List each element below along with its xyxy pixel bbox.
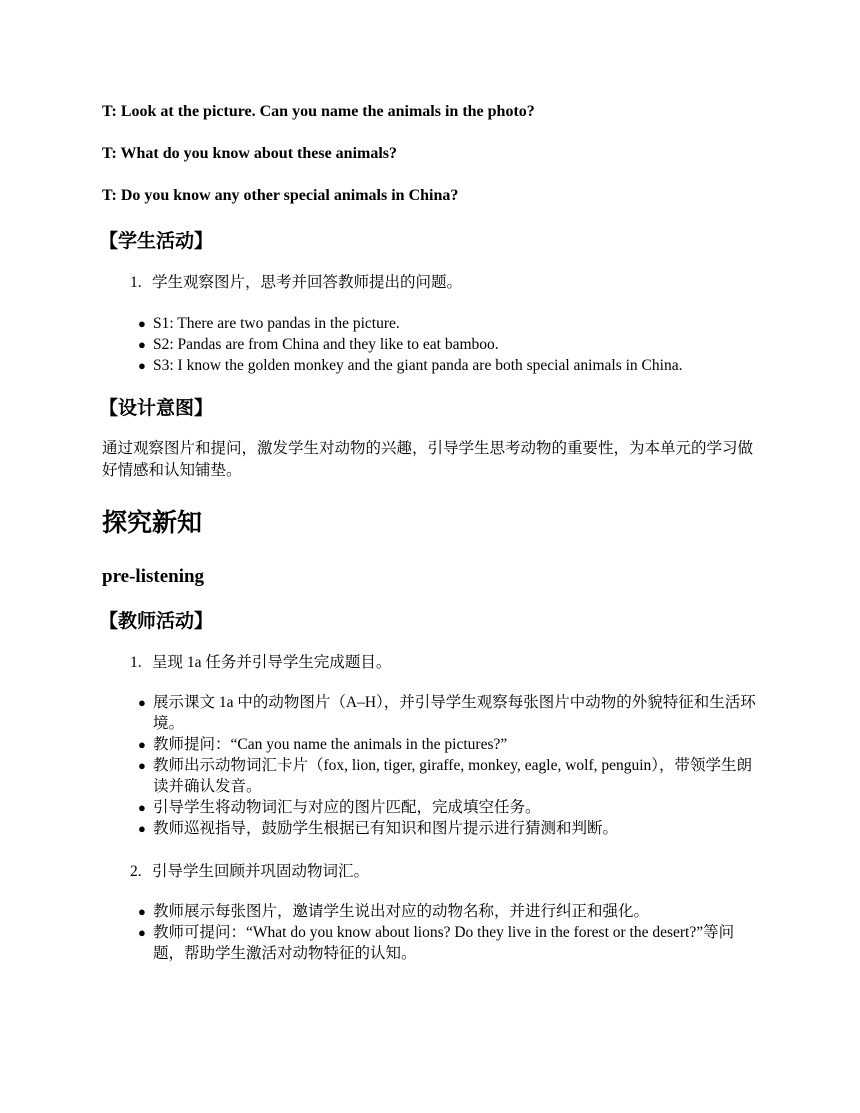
section-title: 探究新知 — [102, 508, 203, 537]
design-intent-paragraph: 通过观察图片和提问，激发学生对动物的兴趣，引导学生思考动物的重要性，为本单元的学习做好情感和认知铺垫。 — [102, 440, 754, 479]
list-item-text: 引导学生将动物词汇与对应的图片匹配，完成填空任务。 — [153, 799, 541, 816]
list-item-text: 学生观察图片，思考并回答教师提出的问题。 — [152, 274, 463, 291]
list-item — [138, 734, 763, 755]
bullet-icon: ● — [138, 800, 146, 815]
bullet-icon: ● — [138, 821, 146, 836]
list-item-text: S1: There are two pandas in the picture. — [153, 315, 400, 332]
teacher-activity-item-2 — [130, 862, 369, 882]
list-item — [138, 797, 763, 818]
list-item-text: S2: Pandas are from China and they like to eat bamboo. — [153, 336, 499, 353]
list-item — [138, 818, 763, 839]
list-number: 1. — [130, 274, 142, 291]
list-item-text: S3: I know the golden monkey and the giant panda are both special animals in China. — [153, 357, 683, 374]
list-item-text: 教师可提问：“What do you know about lions? Do they live in the forest or the desert?”等问题，帮助学生激活对动物特征的认知。 — [153, 924, 735, 962]
list-item-text: 教师提问：“Can you name the animals in the pictures?” — [153, 736, 508, 753]
bullet-icon: ● — [138, 758, 146, 773]
design-intent-heading: 【设计意图】 — [99, 397, 214, 419]
bullet-icon: ● — [138, 695, 146, 710]
list-item-text: 教师巡视指导，鼓励学生根据已有知识和图片提示进行猜测和判断。 — [153, 820, 619, 837]
list-item — [138, 692, 763, 734]
list-number: 2. — [130, 863, 142, 880]
student-activity-item-1 — [130, 273, 462, 293]
bullet-icon: ● — [138, 337, 146, 352]
list-item-text: 教师出示动物词汇卡片（fox, lion, tiger, giraffe, monkey, eagle, wolf, penguin），带领学生朗读并确认发音。 — [153, 757, 753, 795]
list-item-text: 展示课文 1a 中的动物图片（A–H），并引导学生观察每张图片中动物的外貌特征和生活环境。 — [153, 694, 756, 732]
list-item-text: 教师展示每张图片，邀请学生说出对应的动物名称，并进行纠正和强化。 — [153, 903, 650, 920]
list-item — [138, 755, 763, 797]
bullet-icon: ● — [138, 737, 146, 752]
teacher-question-1: T: Look at the picture. Can you name the animals in the photo? — [102, 103, 535, 120]
teacher-activity-item-1 — [130, 653, 391, 673]
list-item — [138, 901, 763, 922]
teacher-steps-list-2 — [138, 901, 763, 964]
list-item — [138, 355, 778, 376]
teacher-question-2: T: What do you know about these animals? — [102, 145, 398, 162]
list-item-text: 呈现 1a 任务并引导学生完成题目。 — [152, 654, 392, 671]
bullet-icon: ● — [138, 904, 146, 919]
subsection-title: pre-listening — [102, 566, 205, 587]
bullet-icon: ● — [138, 316, 146, 331]
bullet-icon: ● — [138, 358, 146, 373]
list-number: 1. — [130, 654, 142, 671]
student-answers-list — [138, 313, 778, 376]
list-item — [138, 922, 763, 964]
teacher-question-3: T: Do you know any other special animals in China? — [102, 187, 459, 204]
bullet-icon: ● — [138, 925, 146, 940]
list-item-text: 引导学生回顾并巩固动物词汇。 — [152, 863, 370, 880]
list-item — [138, 334, 778, 355]
teacher-steps-list-1 — [138, 692, 763, 839]
list-item — [138, 313, 778, 334]
student-activity-heading: 【学生活动】 — [99, 230, 214, 252]
teacher-activity-heading: 【教师活动】 — [99, 610, 214, 632]
